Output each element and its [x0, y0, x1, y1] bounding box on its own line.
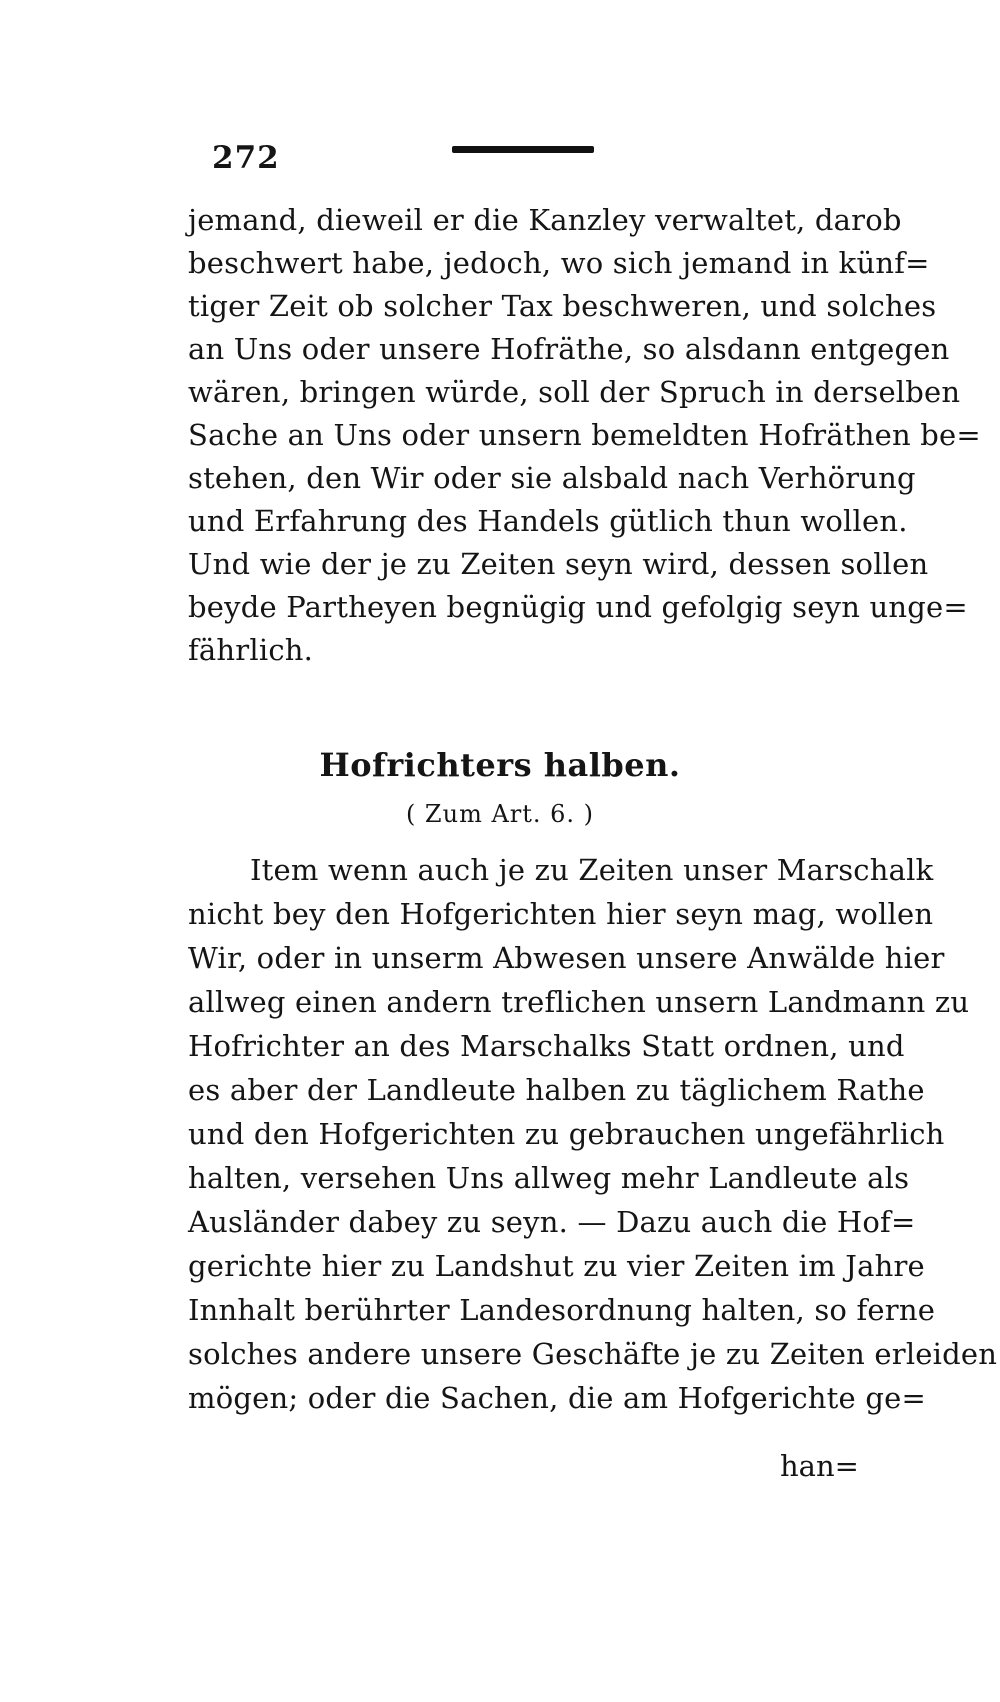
text-line: an Uns oder unsere Hofräthe, so alsdann entgegen: [188, 332, 950, 366]
text-line: mögen; oder die Sachen, die am Hofgerichte ge=: [188, 1381, 926, 1415]
text-line: Und wie der je zu Zeiten seyn wird, dessen sollen: [188, 547, 929, 581]
catchword: han=: [780, 1449, 859, 1483]
text-line: nicht bey den Hofgerichten hier seyn mag, wollen: [188, 897, 934, 931]
text-line: tiger Zeit ob solcher Tax beschweren, und solches: [188, 289, 937, 323]
header-rule: [452, 146, 594, 153]
section-heading: Hofrichters halben.: [319, 746, 681, 784]
text-line: Wir, oder in unserm Abwesen unsere Anwälde hier: [188, 941, 945, 975]
text-line: jemand, dieweil er die Kanzley verwaltet, darob: [188, 203, 902, 237]
text-line: allweg einen andern treflichen unsern Landmann zu: [188, 985, 970, 1019]
text-line: fährlich.: [188, 633, 314, 667]
page-number: 272: [212, 140, 280, 176]
text-line: es aber der Landleute halben zu täglichem Rathe: [188, 1073, 925, 1107]
text-line: Item wenn auch je zu Zeiten unser Marschalk: [250, 853, 934, 887]
text-line: Sache an Uns oder unsern bemeldten Hofräthen be=: [188, 418, 981, 452]
text-line: solches andere unsere Geschäfte je zu Zeiten erleiden: [188, 1337, 998, 1371]
text-line: und Erfahrung des Handels gütlich thun wollen.: [188, 504, 908, 538]
text-line: beschwert habe, jedoch, wo sich jemand in künf=: [188, 246, 930, 280]
text-line: Hofrichter an des Marschalks Statt ordnen, und: [188, 1029, 905, 1063]
text-line: beyde Partheyen begnügig und gefolgig seyn unge=: [188, 590, 968, 624]
section-subheading: ( Zum Art. 6. ): [405, 800, 595, 828]
text-line: und den Hofgerichten zu gebrauchen ungefährlich: [188, 1117, 945, 1151]
text-line: gerichte hier zu Landshut zu vier Zeiten im Jahre: [188, 1249, 925, 1283]
text-line: Innhalt berührter Landesordnung halten, so ferne: [188, 1293, 936, 1327]
text-line: stehen, den Wir oder sie alsbald nach Verhörung: [188, 461, 916, 495]
text-line: halten, versehen Uns allweg mehr Landleute als: [188, 1161, 910, 1195]
text-line: wären, bringen würde, soll der Spruch in derselben: [188, 375, 961, 409]
text-line: Ausländer dabey zu seyn. — Dazu auch die Hof=: [188, 1205, 916, 1239]
